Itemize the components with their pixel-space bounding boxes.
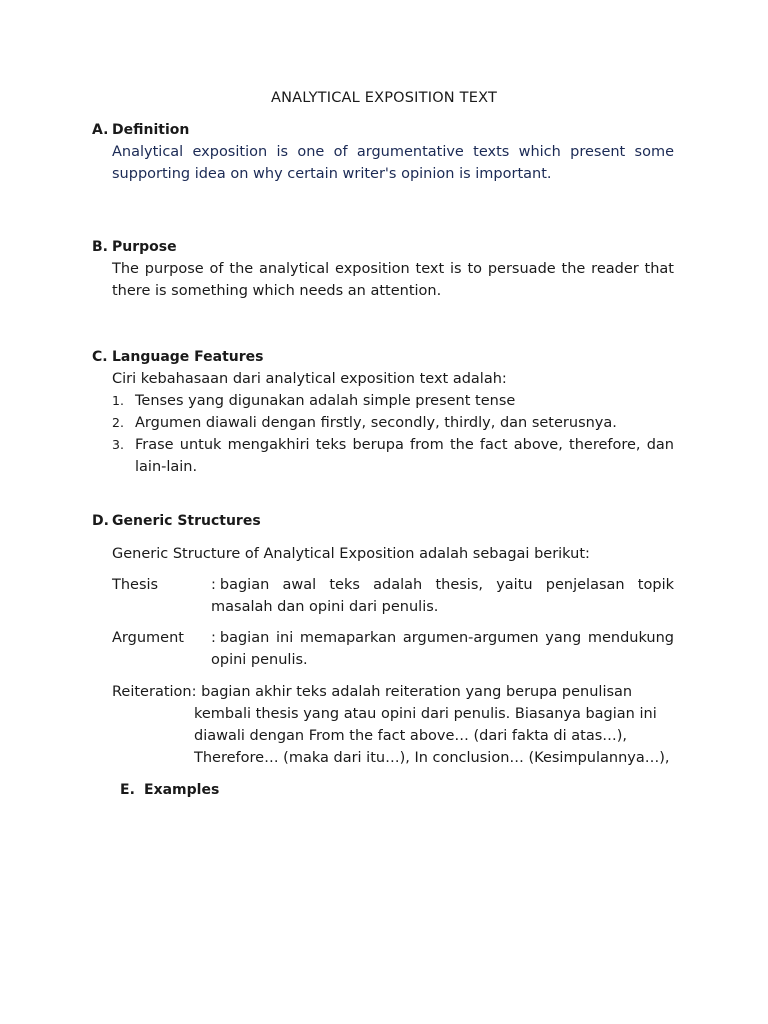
reiteration-continuation: kembali thesis yang atau opini dari penulis. Biasanya bagian ini diawali dengan From the fact above… (dari fakta di atas…), Therefore… (maka dari itu…), In conclusion… (Kesimpulannya…), [194, 706, 670, 766]
definition-term: Argument [112, 630, 184, 646]
section-heading-label: Purpose [112, 239, 177, 255]
section-letter: A. [92, 122, 109, 138]
section-heading-label: Generic Structures [112, 513, 261, 529]
definition-term: Thesis [112, 577, 159, 593]
section-heading-label: Language Features [112, 349, 264, 365]
reiteration-first-line [112, 681, 674, 703]
language-features-list [112, 390, 674, 478]
definition-body: bagian awal teks adalah thesis, yaitu penjelasan topik masalah dan opini dari penulis. [211, 577, 674, 615]
section-heading-generic-structures [92, 510, 261, 532]
section-heading-examples [120, 779, 219, 801]
list-item-number: 1. [112, 393, 124, 408]
section-heading-purpose [92, 236, 177, 258]
list-item-text: Tenses yang digunakan adalah simple present tense [135, 393, 516, 409]
definition-separator: : [211, 577, 216, 593]
definition-body: bagian akhir teks adalah reiteration yang berupa penulisan [201, 684, 633, 700]
section-heading-definition [92, 119, 189, 141]
definition-separator: : [211, 630, 216, 646]
section-letter: C. [92, 349, 108, 365]
list-item-text: Argumen diawali dengan firstly, secondly, thirdly, dan seterusnya. [135, 415, 617, 431]
purpose-paragraph: The purpose of the analytical exposition text is to persuade the reader that there is something which needs an attention. [112, 261, 674, 299]
definition-term: Reiteration: [112, 684, 197, 700]
language-intro: Ciri kebahasaan dari analytical exposition text adalah: [112, 371, 507, 387]
thesis-definition [112, 574, 674, 618]
section-letter: D. [92, 513, 109, 529]
list-item [112, 412, 674, 434]
list-item [112, 434, 674, 478]
section-letter: B. [92, 239, 108, 255]
definition-body: bagian ini memaparkan argumen-argumen yang mendukung opini penulis. [211, 630, 674, 668]
page-title: ANALYTICAL EXPOSITION TEXT [270, 90, 498, 106]
section-heading-label: Definition [112, 122, 190, 138]
list-item-text: Frase untuk mengakhiri teks berupa from the fact above, therefore, dan lain-lain. [135, 437, 674, 475]
structures-intro: Generic Structure of Analytical Exposition adalah sebagai berikut: [112, 546, 590, 562]
definition-text [211, 627, 674, 671]
section-heading-language-features [92, 346, 264, 368]
definition-text [211, 574, 674, 618]
list-item-number: 2. [112, 415, 124, 430]
argument-definition [112, 627, 674, 671]
list-item-number: 3. [112, 437, 124, 452]
section-letter: E. [120, 782, 135, 798]
reiteration-definition [112, 681, 674, 769]
list-item [112, 390, 674, 412]
section-heading-label: Examples [144, 782, 220, 798]
definition-paragraph: Analytical exposition is one of argumentative texts which present some supporting idea on why certain writer's opinion is important. [112, 144, 674, 182]
